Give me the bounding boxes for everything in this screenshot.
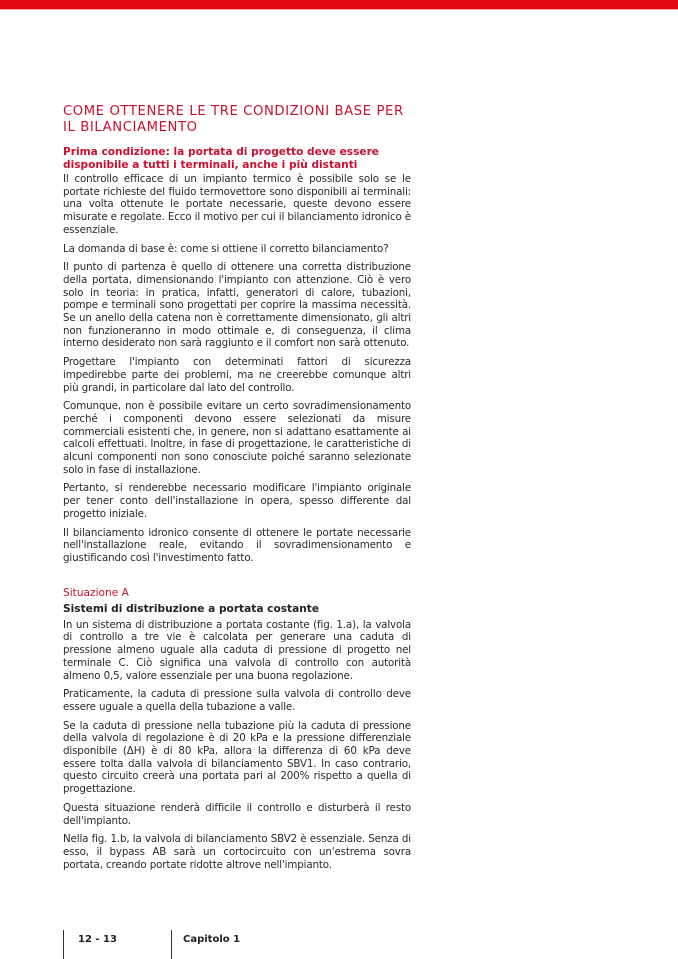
footer-divider bbox=[63, 930, 64, 959]
chapter-label: Capitolo 1 bbox=[183, 934, 241, 945]
text-column bbox=[63, 104, 411, 877]
paragraph: Il controllo efficace di un impianto termico è possibile solo se le portate richieste del fluido termovettore sono disponibili ai terminali: una volta ottenute le portate necessarie, queste devono essere misurate e regolate. Ecco il motivo per cui il bilanciamento idronico è essenziale. bbox=[63, 173, 411, 236]
paragraph: Progettare l'impianto con determinati fattori di sicurezza impedirebbe parte dei problemi, ma ne creerebbe comunque altri più grandi, in particolare dal lato del controllo. bbox=[63, 356, 411, 394]
paragraph: Praticamente, la caduta di pressione sulla valvola di controllo deve essere uguale a quella della tubazione a valle. bbox=[63, 688, 411, 713]
section-title: COME OTTENERE LE TRE CONDIZIONI BASE PER IL BILANCIAMENTO bbox=[63, 104, 404, 135]
paragraph: Comunque, non è possibile evitare un certo sovradimensionamento perché i componenti devono essere selezionati da misure commerciali esistenti che, in genere, non si adattano esattamente ai calcoli effettuati. Inoltre, in fase di progettazione, le caratteristiche di alcuni componenti non sono conosciute poiché saranno selezionate solo in fase di installazione. bbox=[63, 400, 411, 476]
situation-label: Situazione A bbox=[63, 586, 129, 599]
footer-divider bbox=[171, 930, 172, 959]
top-accent-bar bbox=[0, 0, 678, 10]
paragraph: Pertanto, si renderebbe necessario modificare l'impianto originale per tener conto dell'installazione in opera, spesso differente dal progetto iniziale. bbox=[63, 482, 411, 520]
page-footer bbox=[63, 930, 363, 959]
paragraph: La domanda di base è: come si ottiene il corretto bilanciamento? bbox=[63, 242, 389, 255]
paragraph: Se la caduta di pressione nella tubazione più la caduta di pressione della valvola di regolazione è di 20 kPa e la pressione differenziale disponibile (ΔH) è di 80 kPa, allora la differenza di 60 kPa deve essere tolta dalla valvola di bilanciamento SBV1. In caso contrario, questo circuito creerà una portata pari al 200% rispetto a quella di progettazione. bbox=[63, 719, 411, 796]
situation-heading: Sistemi di distribuzione a portata costante bbox=[63, 602, 320, 615]
page-numbers: 12 - 13 bbox=[78, 934, 117, 945]
paragraph: Nella fig. 1.b, la valvola di bilanciamento SBV2 è essenziale. Senza di esso, il bypass AB sarà un cortocircuito con un'estrema sovra portata, creando portate ridotte altrove nell'impianto. bbox=[63, 833, 411, 871]
paragraph: Il bilanciamento idronico consente di ottenere le portate necessarie nell'installazione reale, evitando il sovradimensionamento e giustificando così l'investimento fatto. bbox=[63, 526, 411, 564]
paragraph: In un sistema di distribuzione a portata costante (fig. 1.a), la valvola di controllo a tre vie è calcolata per generare una caduta di pressione almeno uguale alla caduta di pressione di progetto nel terminale C. Ciò significa una valvola di controllo con autorità almeno 0,5, valore essenziale per una buona regolazione. bbox=[63, 618, 411, 682]
section-subtitle: Prima condizione: la portata di progetto deve essere disponibile a tutti i terminali, anche i più distanti bbox=[63, 146, 379, 171]
paragraph: Questa situazione renderà difficile il controllo e disturberà il resto dell'impianto. bbox=[63, 801, 411, 827]
paragraph: Il punto di partenza è quello di ottenere una corretta distribuzione della portata, dimensionando l'impianto con attenzione. Ciò è vero solo in teoria: in pratica, infatti, generatori di calore, tubazioni, pompe e terminali sono progettati per coprire la massima necessità. Se un anello della catena non è correttamente dimensionato, gli altri non funzioneranno in modo ottimale e, di conseguenza, il clima interno desiderato non sarà raggiunto e il comfort non sarà ottenuto. bbox=[63, 261, 411, 350]
